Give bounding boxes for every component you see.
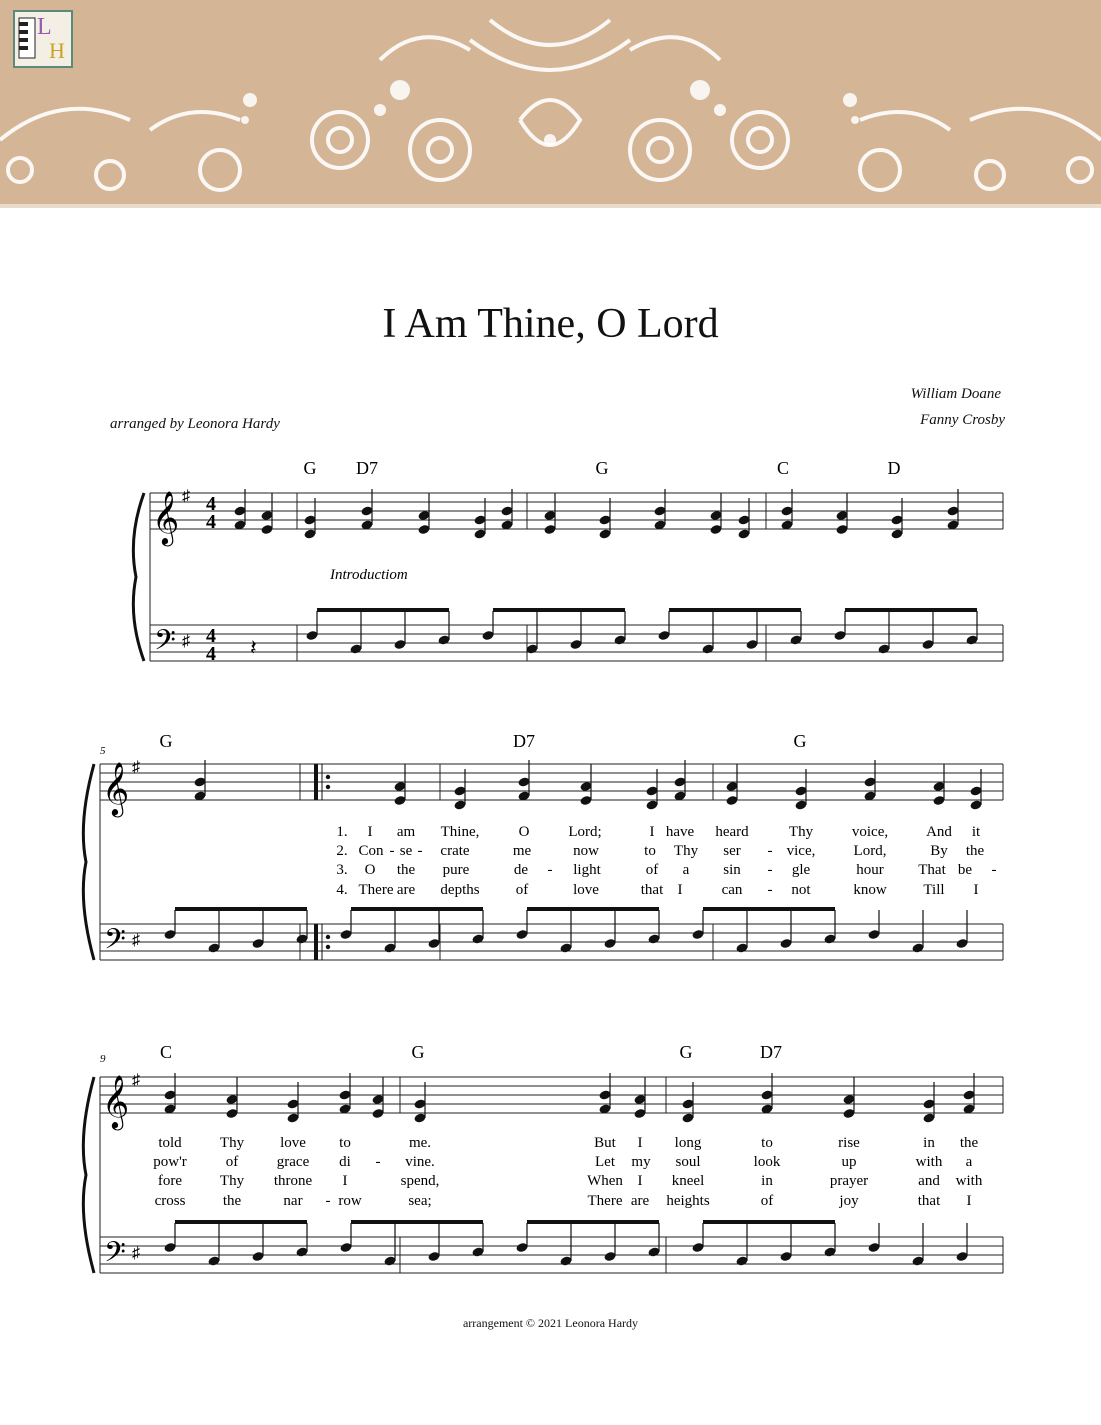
lyric-syllable: Till [923,882,945,898]
key-signature-sharp: ♯ [132,1245,140,1262]
lyric-syllable: it [971,824,981,840]
key-signature-sharp: ♯ [132,932,140,949]
lyric-syllable: love [573,882,599,898]
copyright-footer: arrangement © 2021 Leonora Hardy [462,1316,639,1330]
note-beam [527,907,659,911]
chord-symbol: G [303,458,317,478]
lyric-syllable: of [225,1154,239,1170]
lyric-syllable: nar [283,1193,303,1209]
lyric-syllable: joy [839,1193,859,1209]
lyric-syllable: O [364,862,376,878]
lyric-syllable: depths [440,882,480,898]
note-beam [351,907,483,911]
lyric-syllable: sin [723,862,741,878]
lyric-syllable: When [587,1173,623,1189]
lyric-syllable: up [841,1154,857,1170]
lyric-syllable: to [644,843,656,859]
lyric-syllable: long [674,1135,702,1151]
lyric-syllable: 1. [336,824,348,840]
lyric-syllable: Thy [788,824,814,840]
quarter-rest: 𝄽 [250,635,257,660]
lyric-syllable: love [280,1135,306,1151]
treble-clef: 𝄞 [102,1076,130,1127]
chord-symbol: D7 [356,458,378,478]
lyric-syllable: Lord, [853,843,887,859]
lyric-syllable: By [930,843,948,859]
lyric-syllable: Con [358,843,384,859]
lyric-syllable: of [760,1193,774,1209]
chord-symbol: G [793,731,807,751]
lyric-syllable: I [966,1193,972,1209]
lyric-syllable: I [677,882,683,898]
lyric-syllable: heights [666,1193,710,1209]
lyric-syllable: ser [723,843,741,859]
time-signature-digit: 4 [206,625,216,647]
repeat-start-thick-bar [314,764,318,800]
lyric-syllable: throne [273,1173,313,1189]
lyric-syllable: I [637,1135,643,1151]
lyric-syllable: That [918,862,946,878]
chord-symbol: G [159,731,173,751]
lyric-syllable: gle [791,862,811,878]
lyric-syllable: cross [154,1193,186,1209]
lyric-syllable: There [358,882,394,898]
chord-symbol: C [159,1042,173,1062]
lyric-syllable: I [973,882,979,898]
chord-symbol: C [776,458,790,478]
lyric-syllable: with [955,1173,983,1189]
lyric-syllable: Lord; [568,824,602,840]
lyric-syllable: fore [157,1173,183,1189]
lyric-syllable: kneel [671,1173,705,1189]
chord-symbol: G [595,458,609,478]
lyric-syllable: spend, [400,1173,440,1189]
repeat-start-thick-bar [314,924,318,960]
lyric-syllable: de [513,862,529,878]
lyric-syllable: prayer [829,1173,869,1189]
lyric-syllable: Let [595,1154,615,1170]
lyric-syllable: heard [715,824,749,840]
lyric-syllable: pure [442,862,470,878]
chord-symbol: D7 [513,731,535,751]
lyric-syllable: pow'r [153,1154,187,1170]
lyric-syllable: are [396,882,416,898]
note-beam [317,608,449,612]
lyric-syllable: vine. [405,1154,435,1170]
lyric-syllable: that [917,1193,941,1209]
note-beam [703,1220,835,1224]
chord-symbol: D [887,458,901,478]
key-signature-sharp: ♯ [132,759,140,776]
lyric-syllable: 4. [336,882,348,898]
key-signature-sharp: ♯ [182,488,190,505]
lyric-syllable: to [339,1135,351,1151]
time-signature-digit: 4 [206,643,216,665]
lyric-syllable: the [965,843,985,859]
lyric-syllable: I [342,1173,348,1189]
lyric-syllable: Thy [219,1135,245,1151]
lyric-syllable: have [665,824,695,840]
song-title: I Am Thine, O Lord [382,301,719,347]
lyric-syllable: - [991,862,997,878]
lyric-syllable: in [923,1135,935,1151]
lyric-syllable: are [630,1193,650,1209]
repeat-dot [326,785,330,789]
lyric-syllable: Thine, [440,824,480,840]
lyric-syllable: a [965,1154,973,1170]
lyric-syllable: and [918,1173,940,1189]
lyric-syllable: - [389,843,395,859]
treble-clef: 𝄞 [102,763,130,814]
lyric-syllable: can [721,882,743,898]
time-signature-digit: 4 [206,493,216,515]
bass-clef: 𝄢 [154,626,176,663]
lyric-syllable: - [375,1154,381,1170]
lyric-syllable: Thy [673,843,699,859]
note-beam [175,1220,307,1224]
lyric-syllable: di [339,1154,351,1170]
lyric-syllable: rise [838,1135,860,1151]
lyric-syllable: - [767,882,773,898]
lyric-syllable: I [367,824,373,840]
lyric-syllable: now [573,843,599,859]
bass-clef: 𝄢 [104,925,126,962]
arranger-credit: arranged by Leonora Hardy [110,416,280,432]
lyric-syllable: vice, [786,843,816,859]
note-beam [527,1220,659,1224]
lyric-syllable: to [761,1135,773,1151]
measure-number: 5 [100,745,106,757]
composer-credit: William Doane [910,386,1001,402]
lyric-syllable: be [957,862,973,878]
note-beam [175,907,307,911]
lyric-syllable: 2. [336,843,348,859]
lyric-syllable: my [631,1154,651,1170]
time-signature-digit: 4 [206,511,216,533]
lyric-syllable: a [682,862,690,878]
intro-annotation: Introductiom [330,567,408,583]
lyric-syllable: Thy [219,1173,245,1189]
logo-letter-h: H [49,38,65,63]
lyric-syllable: of [515,882,529,898]
lyric-syllable: I [637,1173,643,1189]
lyric-syllable: soul [675,1154,701,1170]
lyric-syllable: with [915,1154,943,1170]
repeat-dot [326,935,330,939]
lyric-syllable: of [645,862,659,878]
lyric-syllable: am [396,824,416,840]
lyric-syllable: 3. [336,862,348,878]
key-signature-sharp: ♯ [132,1072,140,1089]
treble-clef: 𝄞 [152,492,180,543]
lyric-syllable: O [518,824,530,840]
lyric-syllable: se [399,843,413,859]
lyric-syllable: - [767,862,773,878]
lyric-syllable: that [640,882,664,898]
note-beam [845,608,977,612]
lyric-syllable: know [853,882,887,898]
lyric-syllable: the [222,1193,242,1209]
lyric-syllable: me. [408,1135,432,1151]
chord-symbol: G [411,1042,425,1062]
note-beam [669,608,801,612]
note-beam [493,608,625,612]
lyric-syllable: And [926,824,952,840]
measure-number: 9 [100,1053,106,1065]
lyric-syllable: told [158,1135,182,1151]
bass-clef: 𝄢 [104,1238,126,1275]
lyricist-credit: Fanny Crosby [920,412,1005,428]
lyric-syllable: look [753,1154,781,1170]
lyric-syllable: light [573,862,601,878]
lyric-syllable: row [338,1193,362,1209]
lyric-syllable: But [594,1135,616,1151]
chord-symbol: D7 [760,1042,782,1062]
repeat-dot [326,945,330,949]
grand-staff-brace [83,764,94,960]
lyric-syllable: - [325,1193,331,1209]
lyric-syllable: - [417,843,423,859]
chord-symbol: G [679,1042,693,1062]
logo-letter-l: L [37,14,52,40]
lyric-syllable: sea; [408,1193,432,1209]
lyric-syllable: There [587,1193,623,1209]
lyric-syllable: I [649,824,655,840]
lyric-syllable: - [767,843,773,859]
lyric-syllable: - [547,862,553,878]
lyric-syllable: the [396,862,416,878]
grand-staff-brace [133,493,144,661]
key-signature-sharp: ♯ [182,633,190,650]
lyric-syllable: in [761,1173,773,1189]
lyric-syllable: hour [856,862,884,878]
lyric-syllable: the [959,1135,979,1151]
note-beam [351,1220,483,1224]
lyric-syllable: me [512,843,532,859]
lyric-syllable: not [791,882,811,898]
grand-staff-brace [83,1077,94,1273]
lyric-syllable: voice, [851,824,889,840]
repeat-dot [326,775,330,779]
note-beam [703,907,835,911]
lyric-syllable: crate [440,843,470,859]
lyric-syllable: grace [276,1154,310,1170]
